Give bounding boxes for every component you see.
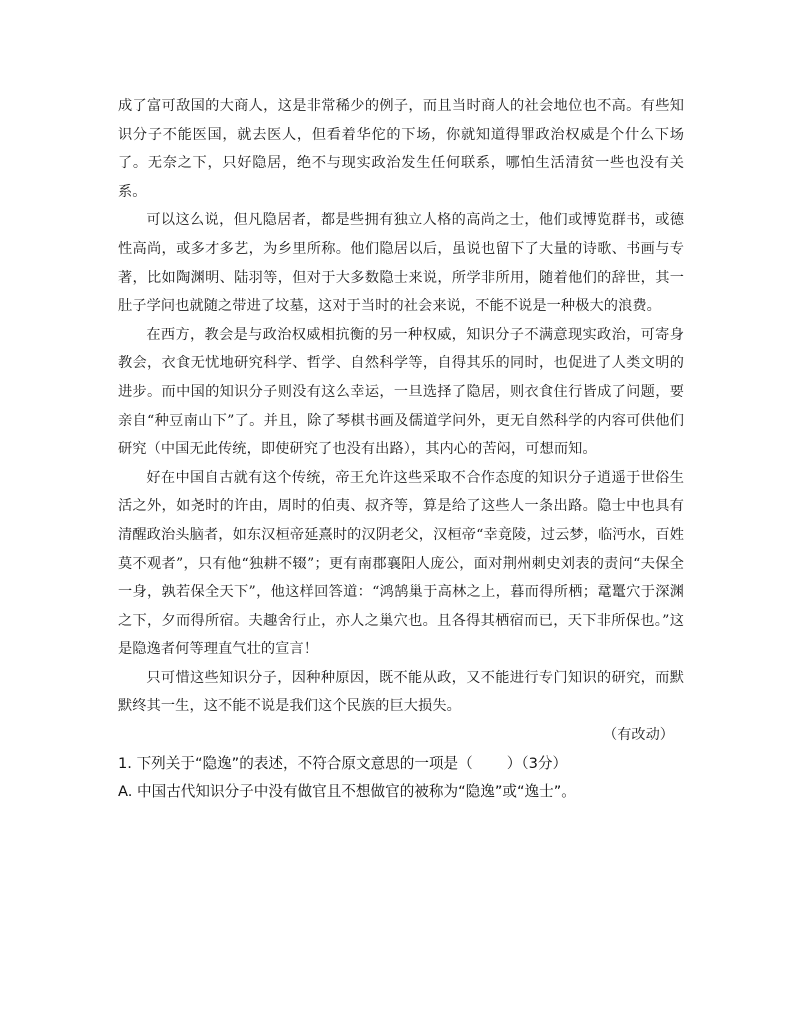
question-1-option-a: A. 中国古代知识分子中没有做官且不想做官的被称为“隐逸”或“逸士”。 [118, 783, 576, 801]
article-paragraph-5: 只可惜这些知识分子，因种种原因，既不能从政，又不能进行专门知识的研究，而默默终其一生，这不能不说是我们这个民族的巨大损失。 [118, 669, 684, 715]
document-page [118, 92, 684, 807]
article-paragraph-1: 成了富可敌国的大商人，这是非常稀少的例子，而且当时商人的社会地位也不高。有些知识分子不能医国，就去医人，但看着华佗的下场，你就知道得罪政治权威是个什么下场了。无奈之下，只好隐居，绝不与现实政治发生任何联系，哪怕生活清贫一些也没有关系。 [118, 98, 684, 200]
question-1-score: ）（3分） [506, 754, 568, 772]
source-note: （有改动） [603, 727, 674, 744]
article-paragraph-4: 好在中国自古就有这个传统，帝王允许这些采取不合作态度的知识分子逍遥于世俗生活之外，如尧时的许由，周时的伯夷、叔齐等，算是给了这些人一条出路。隐士中也具有清醒政治头脑者，如东汉桓帝延熹时的汉阴老父，汉桓帝“幸竟陵，过云梦，临沔水，百姓莫不观者”，只有他“独耕不辍”；更有南郡襄阳人庞公，面对荆州刺史刘表的责问“夫保全一身，孰若保全天下”，他这样回答道：“鸿鹄巢于高林之上，暮而得所栖；鼋鼍穴于深渊之下，夕而得所宿。夫趣舍行止，亦人之巢穴也。且各得其栖宿而已，天下非所保也。”这是隐逸者何等理直气壮的宣言！ [118, 469, 684, 658]
article-paragraph-2: 可以这么说，但凡隐居者，都是些拥有独立人格的高尚之士，他们或博览群书，或德性高尚，或多才多艺，为乡里所称。他们隐居以后，虽说也留下了大量的诗歌、书画与专著，比如陶渊明、陆羽等，但对于大多数隐士来说，所学非所用，随着他们的辞世，其一肚子学问也就随之带进了坟墓，这对于当时的社会来说，不能不说是一种极大的浪费。 [118, 212, 684, 315]
question-1-stem [118, 750, 684, 779]
question-1-text: 1. 下列关于“隐逸”的表述，不符合原文意思的一项是（ [118, 754, 473, 772]
article-paragraph-3: 在西方，教会是与政治权威相抗衡的另一种权威，知识分子不满意现实政治，可寄身教会，衣食无忧地研究科学、哲学、自然科学等，自得其乐的同时，也促进了人类文明的进步。而中国的知识分子则没有这么幸运，一旦选择了隐居，则衣食住行皆成了问题，要亲自“种豆南山下”了。并且，除了琴棋书画及儒道学问外，更无自然科学的内容可供他们研究（中国无此传统，即使研究了也没有出路），其内心的苦闷，可想而知。 [118, 326, 684, 458]
